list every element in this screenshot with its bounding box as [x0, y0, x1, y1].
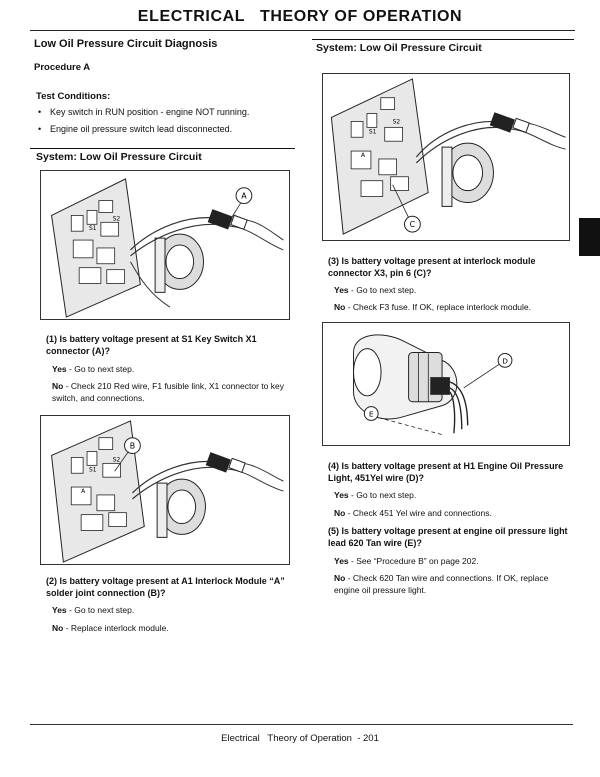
no-label: No	[52, 623, 64, 633]
section-divider	[312, 39, 574, 40]
yes-label: Yes	[334, 490, 349, 500]
oil-pressure-light-illustration	[323, 323, 569, 445]
page-title: ELECTRICAL THEORY OF OPERATION	[137, 8, 463, 25]
callout-s1: S1	[89, 467, 97, 474]
yes-label: Yes	[334, 285, 349, 295]
answer-3-no: No - Check F3 fuse. If OK, replace interlock module.	[334, 302, 532, 312]
test-condition-item: • Key switch in RUN position - engine NOT running.	[34, 106, 294, 118]
callout-s2: S2	[112, 216, 121, 223]
answer-5-yes: Yes - See “Procedure B” on page 202.	[334, 556, 479, 566]
answer-4-yes: Yes - Go to next step.	[334, 490, 417, 500]
footer-divider	[30, 724, 573, 725]
question-4: (4) Is battery voltage present at H1 Engine Oil Pressure Light, 451Yel wire (D)?	[328, 461, 564, 483]
callout-s1: S1	[368, 129, 377, 136]
answer-1-no: No - Check 210 Red wire, F1 fusible link, X1 connector to key switch, and connections.	[52, 381, 284, 403]
yes-label: Yes	[52, 364, 67, 374]
no-label: No	[334, 302, 346, 312]
callout-a: A	[361, 153, 366, 159]
callout-b: B	[129, 441, 136, 451]
circuit-board-illustration	[41, 416, 289, 564]
system-label: System: Low Oil Pressure Circuit	[316, 42, 482, 54]
question-3: (3) Is battery voltage present at interlock module connector X3, pin 6 (C)?	[328, 256, 536, 278]
figure-key-switch-connector	[40, 170, 290, 320]
callout-e: E	[368, 409, 374, 419]
no-label: No	[334, 573, 346, 583]
answer-5-no: No - Check 620 Tan wire and connections. If OK, replace engine oil pressure light.	[334, 573, 549, 595]
section-divider	[30, 148, 295, 149]
test-conditions-label: Test Conditions:	[36, 91, 111, 102]
no-label: No	[52, 381, 64, 391]
figure-oil-pressure-light	[322, 322, 570, 446]
section-tab-marker	[579, 218, 600, 256]
callout-s2: S2	[392, 119, 401, 126]
yes-label: Yes	[52, 605, 67, 615]
figure-interlock-connector-x3	[322, 73, 570, 241]
answer-2-yes: Yes - Go to next step.	[52, 605, 135, 615]
procedure-label: Procedure A	[34, 62, 91, 73]
circuit-board-illustration	[41, 171, 289, 319]
callout-c: C	[409, 220, 416, 230]
figure-interlock-solder-joint	[40, 415, 290, 565]
callout-d: D	[502, 356, 508, 366]
callout-s2: S2	[112, 457, 121, 464]
system-label: System: Low Oil Pressure Circuit	[36, 151, 202, 163]
title-divider	[30, 30, 575, 31]
question-5: (5) Is battery voltage present at engine oil pressure light lead 620 Tan wire (E)?	[328, 526, 568, 548]
answer-2-no: No - Replace interlock module.	[52, 623, 169, 633]
answer-3-yes: Yes - Go to next step.	[334, 285, 417, 295]
answer-1-yes: Yes - Go to next step.	[52, 364, 135, 374]
test-condition-item: • Engine oil pressure switch lead disconnected.	[34, 123, 294, 135]
yes-label: Yes	[334, 556, 349, 566]
no-label: No	[334, 508, 346, 518]
test-conditions-list	[34, 106, 294, 135]
section-heading: Low Oil Pressure Circuit Diagnosis	[34, 38, 218, 50]
callout-s1: S1	[89, 226, 97, 233]
callout-a: A	[241, 191, 247, 201]
callout-a: A	[81, 488, 86, 495]
circuit-board-illustration	[323, 74, 569, 240]
answer-4-no: No - Check 451 Yel wire and connections.	[334, 508, 492, 518]
question-2: (2) Is battery voltage present at A1 Interlock Module “A” solder joint connection (B)?	[46, 576, 285, 598]
page-footer: Electrical Theory of Operation - 201	[221, 733, 379, 744]
question-1: (1) Is battery voltage present at S1 Key Switch X1 connector (A)?	[46, 334, 257, 356]
